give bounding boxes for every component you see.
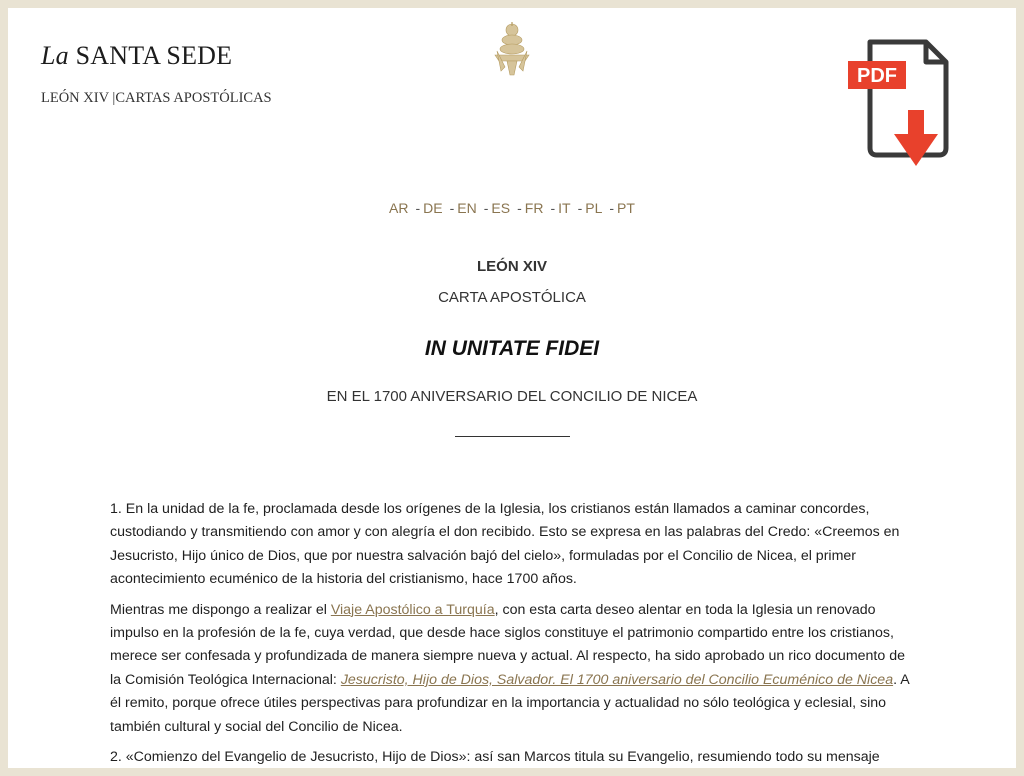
pdf-download-icon xyxy=(846,38,956,168)
breadcrumb[interactable]: LEÓN XIV |CARTAS APOSTÓLICAS xyxy=(41,90,272,106)
logo-la: La xyxy=(41,41,69,70)
lang-ar[interactable]: AR xyxy=(389,200,409,216)
lang-separator: - xyxy=(609,200,615,216)
lang-pl[interactable]: PL xyxy=(585,200,603,216)
lang-fr[interactable]: FR xyxy=(524,200,544,216)
site-logo[interactable] xyxy=(41,41,232,71)
lang-pt[interactable]: PT xyxy=(617,200,635,216)
pdf-download-button[interactable] xyxy=(846,38,956,168)
paragraph-1: 1. En la unidad de la fe, proclamada desde los orígenes de la Iglesia, los cristianos están llamados a caminar concordes, custodiando y transmitiendo con amor y con alegría el don recibido. Esto se expresa en las palabras del Credo: «Creemos en Jesucristo, Hijo único de Dios, que por nuestra salvación bajó del cielo», formuladas por el Concilio de Nicea, el primer acontecimiento ecuménico de la historia del cristianismo, hace 1700 años. xyxy=(110,501,900,588)
apostolic-trip-link[interactable]: Viaje Apostólico a Turquía xyxy=(330,601,495,618)
lang-it[interactable]: IT xyxy=(558,200,571,216)
paragraph-2-text-c: . A él remito, porque ofrece útiles perspectivas para profundizar en la importancia y actualidad no sólo teológica y eclesial, sino también cultural y social del Concilio de Nicea. xyxy=(110,671,909,735)
paragraph-2-text-a: Mientras me dispongo a realizar el xyxy=(110,601,331,618)
lang-de[interactable]: DE xyxy=(423,200,443,216)
pdf-label: PDF xyxy=(857,65,897,87)
page xyxy=(8,8,1016,768)
lang-en[interactable]: EN xyxy=(457,200,477,216)
document-title: IN UNITATE FIDEI xyxy=(424,337,600,360)
document-subtitle: EN EL 1700 ANIVERSARIO DEL CONCILIO DE NICEA xyxy=(326,388,698,405)
lang-separator: - xyxy=(483,200,489,216)
paragraph-2-text-b: , con esta carta deseo alentar en toda la Iglesia un renovado impulso en la profesión de la fe, cuya verdad, que desde hace siglos constituye el patrimonio compartido entre los cristianos, merece ser confesada y profundizada de manera siempre nueva y actual. Al respecto, ha sido aprobado un rico documento de la Comisión Teológica Internacional: xyxy=(110,601,905,688)
logo-name: SANTA SEDE xyxy=(75,41,233,70)
document-type: CARTA APOSTÓLICA xyxy=(438,289,586,306)
document-body xyxy=(110,498,918,776)
lang-separator: - xyxy=(415,200,421,216)
title-divider xyxy=(455,436,570,437)
lang-separator: - xyxy=(517,200,522,216)
paragraph-2 xyxy=(110,599,918,739)
document-author: LEÓN XIV xyxy=(476,258,547,275)
language-selector xyxy=(8,200,1016,216)
lang-separator: - xyxy=(449,200,455,216)
papal-coat-of-arms-icon xyxy=(487,21,537,77)
lang-es[interactable]: ES xyxy=(491,200,511,216)
lang-separator: - xyxy=(577,200,583,216)
paragraph-3: 2. «Comienzo del Evangelio de Jesucristo, Hijo de Dios»: así san Marcos titula su Evangelio, resumiendo todo su mensaje xyxy=(110,749,880,766)
lang-separator: - xyxy=(550,200,556,216)
itc-document-link[interactable]: Jesucristo, Hijo de Dios, Salvador. El 1700 aniversario del Concilio Ecuménico de Nicea xyxy=(340,671,894,688)
